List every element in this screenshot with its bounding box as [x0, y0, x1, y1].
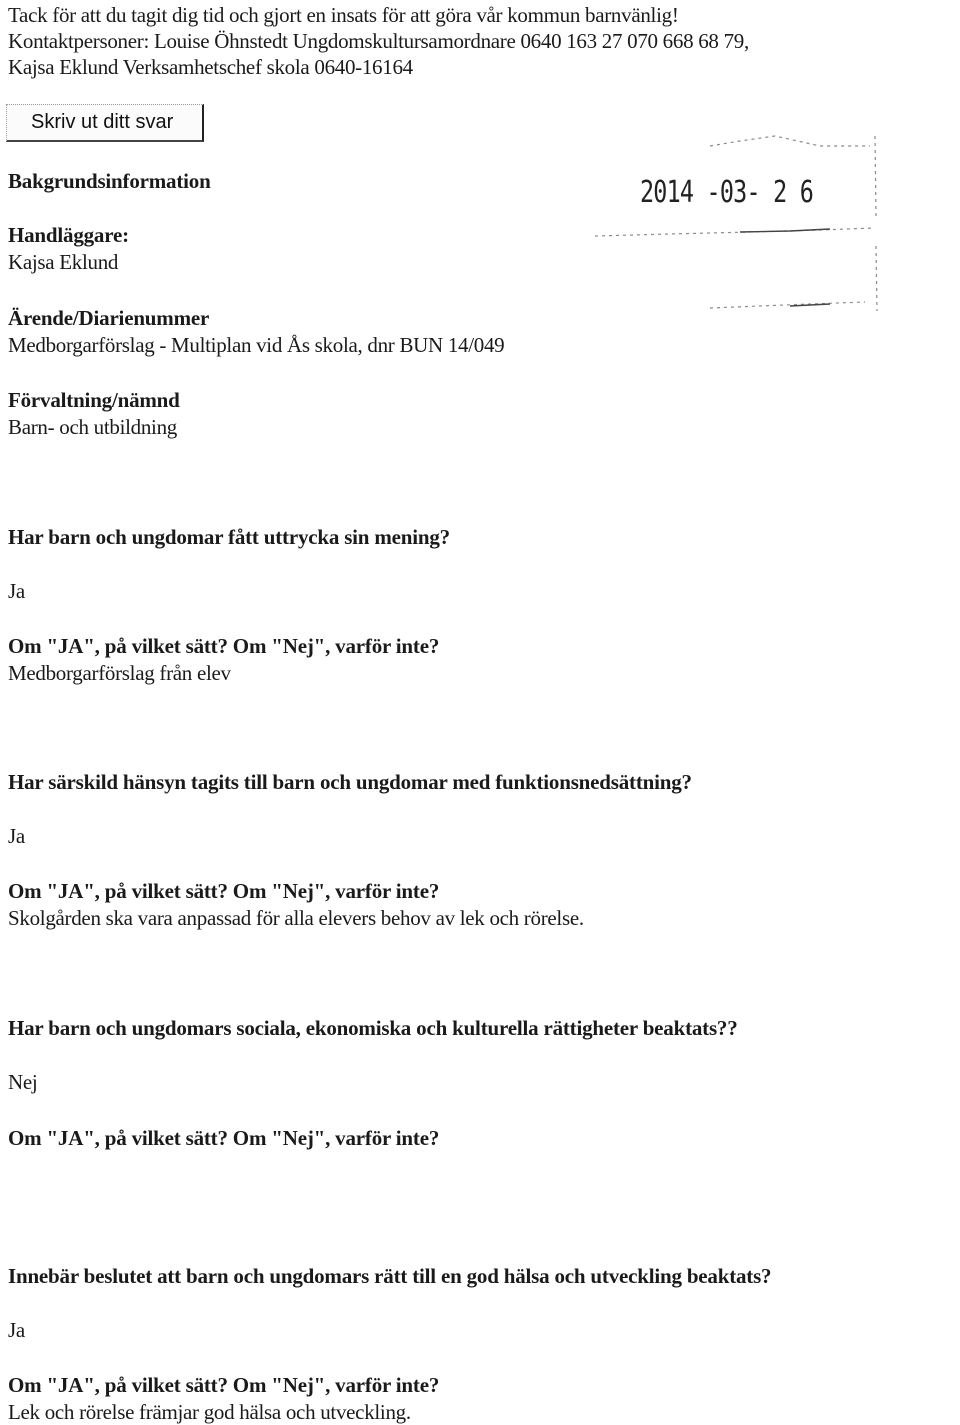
- background-heading: Bakgrundsinformation: [8, 169, 211, 193]
- followup-answer-4: Lek och rörelse främjar god hälsa och utveckling.: [8, 1400, 411, 1424]
- case-value: Medborgarförslag - Multiplan vid Ås skola, dnr BUN 14/049: [8, 333, 505, 357]
- followup-2: Om "JA", på vilket sätt? Om "Nej", varför inte?: [8, 879, 440, 903]
- answer-3: Nej: [8, 1070, 38, 1094]
- case-label: Ärende/Diarienummer: [8, 306, 210, 330]
- followup-4: Om "JA", på vilket sätt? Om "Nej", varför inte?: [8, 1373, 440, 1397]
- handler-value: Kajsa Eklund: [8, 250, 119, 274]
- answer-2: Ja: [8, 824, 25, 848]
- followup-3: Om "JA", på vilket sätt? Om "Nej", varför inte?: [8, 1126, 440, 1150]
- admin-label: Förvaltning/nämnd: [8, 388, 180, 412]
- admin-value: Barn- och utbildning: [8, 415, 177, 439]
- question-2: Har särskild hänsyn tagits till barn och ungdomar med funktionsnedsättning?: [8, 770, 692, 794]
- question-4: Innebär beslutet att barn och ungdomars rätt till en god hälsa och utveckling beaktats?: [8, 1264, 772, 1288]
- handler-label: Handläggare:: [8, 223, 129, 247]
- contacts-line-1: Kontaktpersoner: Louise Öhnstedt Ungdomskultursamordnare 0640 163 27 070 668 68 79,: [8, 29, 749, 53]
- contacts-line-2: Kajsa Eklund Verksamhetschef skola 0640-16164: [8, 55, 413, 79]
- followup-answer-1: Medborgarförslag från elev: [8, 661, 231, 685]
- stamp-date: 2014 -03- 2 6: [640, 175, 814, 210]
- question-3: Har barn och ungdomars sociala, ekonomiska och kulturella rättigheter beaktats??: [8, 1016, 738, 1040]
- answer-4: Ja: [8, 1318, 25, 1342]
- followup-answer-2: Skolgården ska vara anpassad för alla elevers behov av lek och rörelse.: [8, 906, 584, 930]
- thanks-text: Tack för att du tagit dig tid och gjort en insats för att göra vår kommun barnvänlig!: [8, 3, 679, 27]
- answer-1: Ja: [8, 579, 25, 603]
- question-1: Har barn och ungdomar fått uttrycka sin mening?: [8, 525, 450, 549]
- followup-1: Om "JA", på vilket sätt? Om "Nej", varför inte?: [8, 634, 440, 658]
- print-answer-button[interactable]: Skriv ut ditt svar: [6, 104, 204, 142]
